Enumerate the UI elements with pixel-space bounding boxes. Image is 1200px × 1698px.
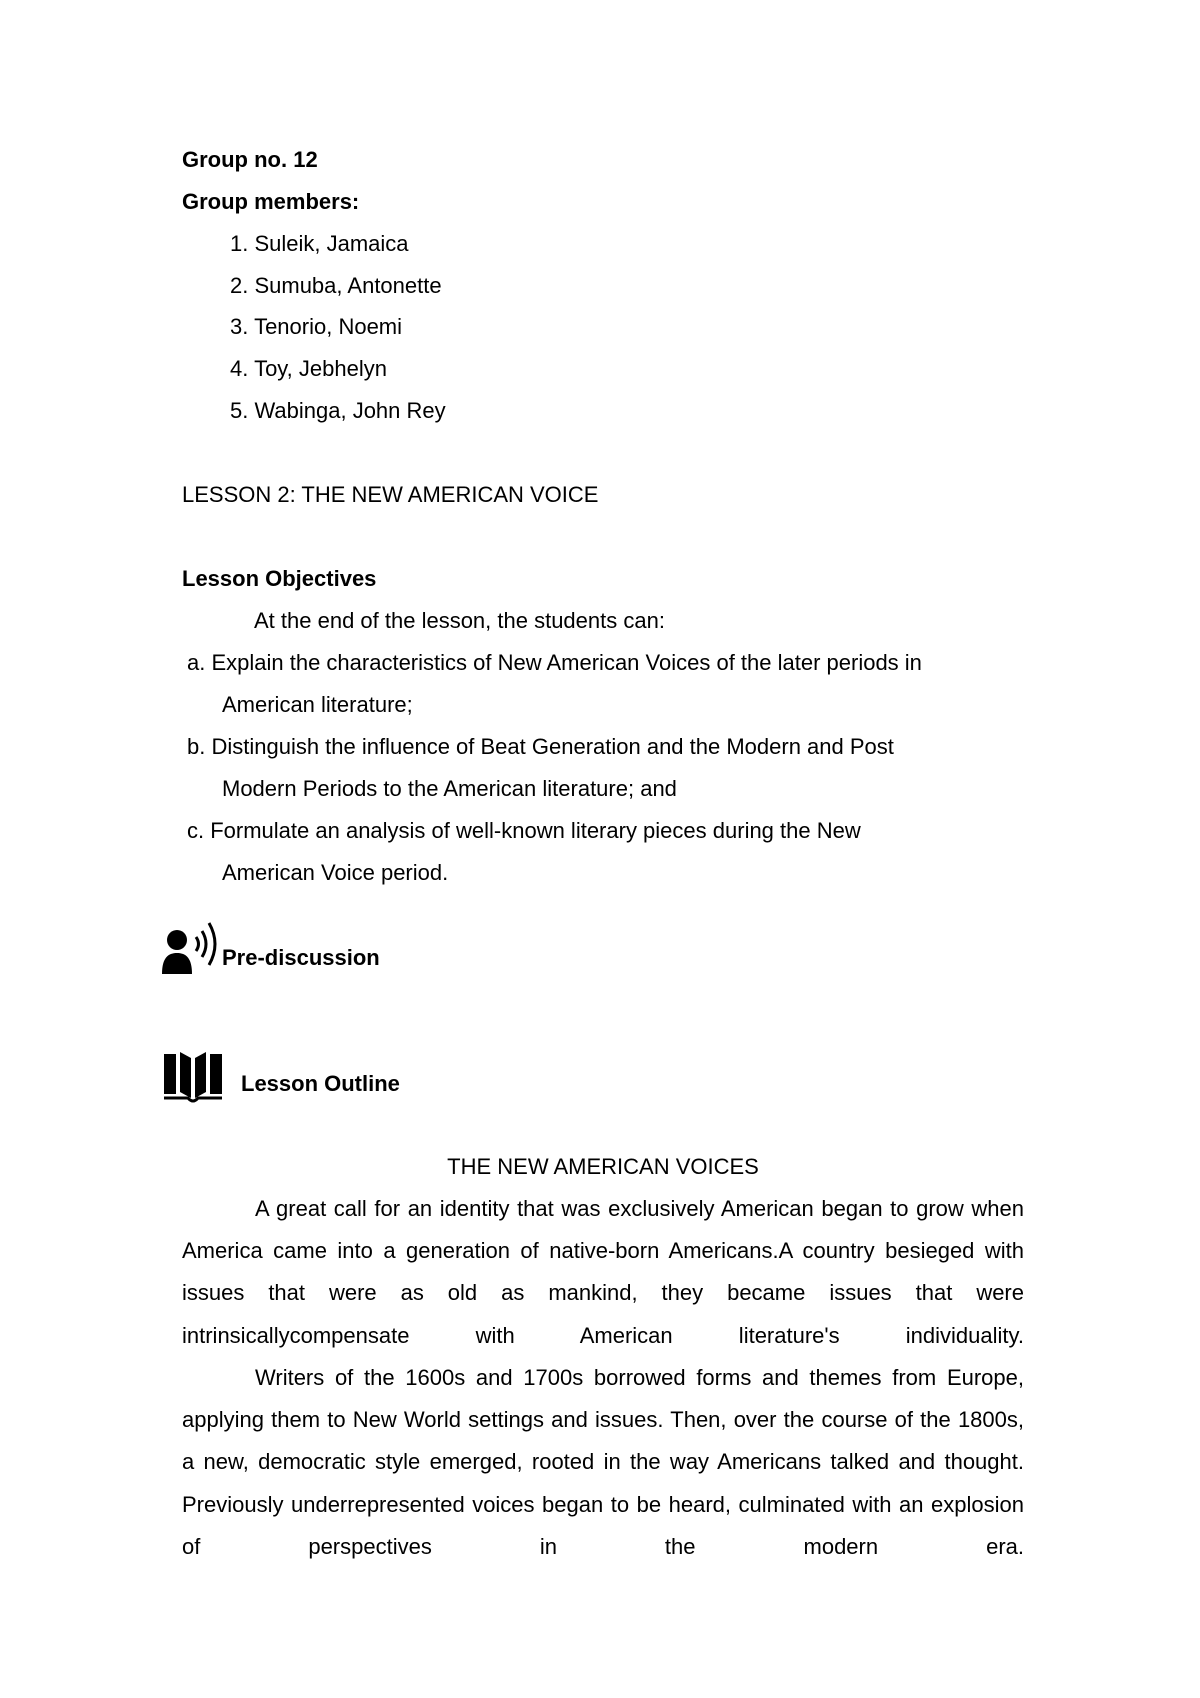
article-paragraph-2 (182, 1357, 1024, 1568)
objective-item-c: c. Formulate an analysis of well-known literary pieces during the New (187, 818, 861, 843)
group-number: Group no. 12 (182, 147, 318, 172)
member-item: 2. Sumuba, Antonette (230, 273, 442, 298)
paragraph-line: course of the 1800s, a new, democratic style emerged, rooted in the way (182, 1407, 1024, 1475)
group-members-label: Group members: (182, 189, 360, 214)
objectives-intro: At the end of the lesson, the students can: (254, 608, 665, 633)
paragraph-line: A great call for an identity that was exclusively American began to grow (255, 1196, 964, 1221)
objective-item-a: a. Explain the characteristics of New American Voices of the later periods in (187, 650, 922, 675)
lesson-outline-label: Lesson Outline (241, 1071, 400, 1096)
objective-item-b: b. Distinguish the influence of Beat Generation and the Modern and Post (187, 734, 894, 759)
paragraph-line: Writers of the 1600s and 1700s borrowed forms and themes from (255, 1365, 937, 1390)
paragraph-line: besieged with issues that were as old as mankind, they became issues that (182, 1238, 1024, 1306)
member-item: 5. Wabinga, John Rey (230, 398, 446, 423)
article-paragraph-1 (182, 1188, 1024, 1357)
member-item: 3. Tenorio, Noemi (230, 314, 403, 339)
paragraph-line: be heard, culminated with an explosion of perspectives in the modern era. (182, 1491, 1024, 1559)
objective-item-c-continued: American Voice period. (222, 860, 449, 885)
paragraph-line: Americans talked and thought. Previously underrepresented voices began to (182, 1449, 1024, 1517)
objective-item-a-continued: American literature; (222, 692, 413, 717)
lesson-title: LESSON 2: THE NEW AMERICAN VOICE (182, 482, 599, 507)
paragraph-line: when America came into a generation of native-born Americans.A country (182, 1196, 1024, 1264)
member-item: 1. Suleik, Jamaica (230, 231, 409, 256)
member-item: 4. Toy, Jebhelyn (230, 356, 387, 381)
speaker-person-icon (160, 918, 224, 976)
open-book-icon (162, 1050, 224, 1106)
objectives-heading: Lesson Objectives (182, 566, 377, 591)
paragraph-line: were intrinsicallycompensate with American literature's individuality. (182, 1280, 1024, 1348)
objective-item-b-continued: Modern Periods to the American literature; and (222, 776, 677, 801)
article-title: THE NEW AMERICAN VOICES (447, 1154, 759, 1179)
paragraph-line: Europe, applying them to New World settings and issues. Then, over the (182, 1365, 1024, 1433)
prediscussion-label: Pre-discussion (222, 945, 380, 970)
